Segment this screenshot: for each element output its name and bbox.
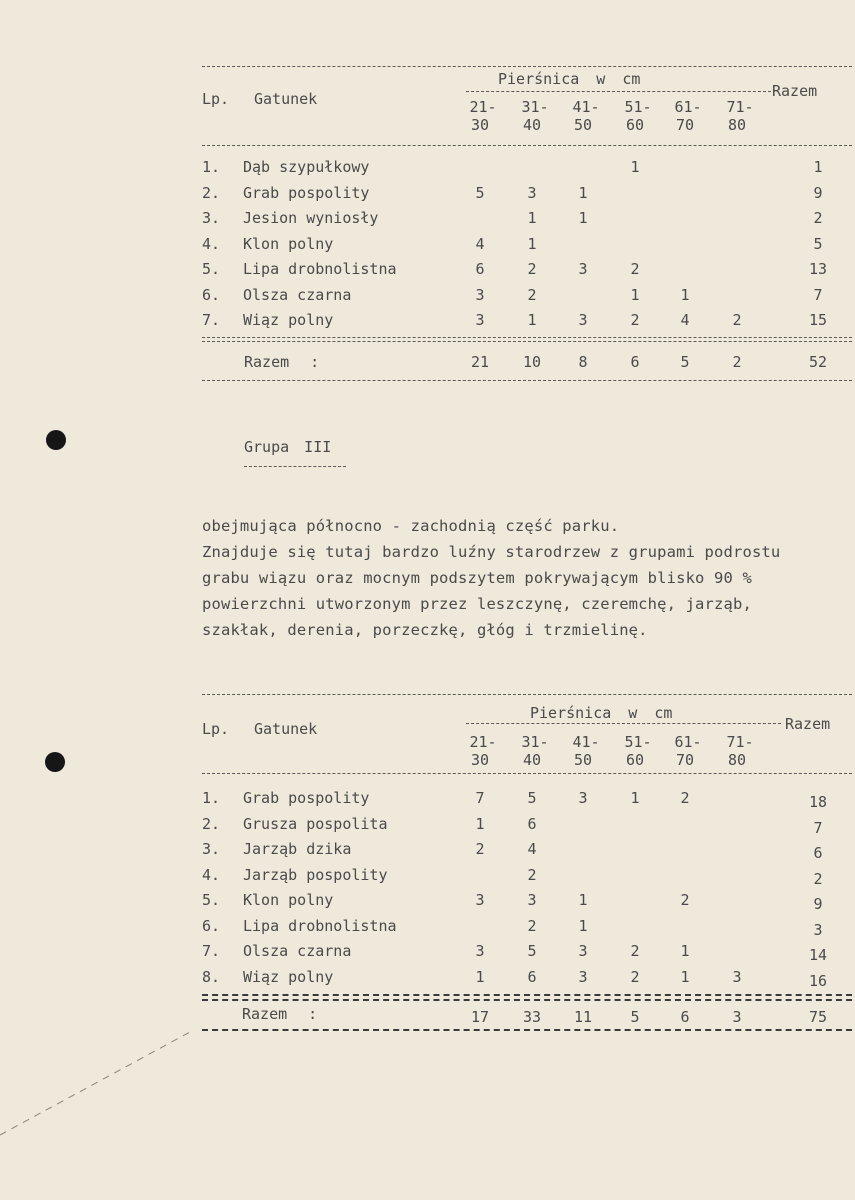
count-cell: 1 [680, 942, 690, 960]
row-total: 14 [808, 946, 828, 964]
range-label-top: 21- [469, 98, 497, 116]
row-total: 18 [808, 793, 828, 811]
grand-total: 75 [808, 1008, 828, 1026]
count-cell: 3 [578, 311, 588, 329]
count-cell: 3 [578, 967, 588, 986]
range-label-bottom: 50 [573, 751, 593, 769]
column-sum: 6 [630, 353, 640, 371]
count-cell: 3 [527, 891, 537, 909]
table-rule [202, 380, 852, 381]
table-rule [202, 999, 852, 1001]
row-total: 5 [813, 234, 823, 253]
species-name: Lipa drobnolistna [243, 916, 397, 935]
range-label-bottom: 30 [470, 751, 490, 769]
range-label-top: 71- [726, 98, 754, 116]
range-label-top: 21- [469, 733, 497, 751]
sum-label: Razem : [244, 353, 320, 371]
range-label-top: 31- [521, 98, 549, 116]
species-name: Grab pospolity [243, 789, 370, 807]
species-name: Jesion wyniosły [243, 209, 379, 227]
count-cell: 2 [732, 311, 742, 329]
count-cell: 2 [680, 891, 690, 909]
count-cell: 1 [630, 285, 640, 304]
count-cell: 2 [630, 260, 640, 278]
row-number: 2. [202, 183, 221, 202]
row-number: 6. [202, 285, 221, 304]
column-sum: 10 [522, 353, 542, 371]
species-name: Klon polny [243, 891, 334, 909]
range-label-top: 61- [674, 98, 702, 116]
paragraph-line: szakłak, derenia, porzeczkę, głóg i trzmielinę. [202, 621, 648, 639]
species-name: Klon polny [243, 234, 334, 253]
row-total: 6 [813, 844, 823, 862]
count-cell: 5 [475, 183, 485, 202]
column-sum: 21 [470, 353, 490, 371]
column-sum: 11 [573, 1008, 593, 1026]
range-label-top: 31- [521, 733, 549, 751]
species-name: Dąb szypułkowy [243, 158, 370, 176]
species-name: Jarząb pospolity [243, 865, 388, 884]
paragraph-line: obejmująca północno - zachodnią część parku. [202, 517, 620, 535]
count-cell: 1 [578, 183, 588, 202]
table-rule [202, 994, 852, 996]
column-sum: 6 [680, 1008, 690, 1026]
count-cell: 4 [680, 311, 690, 329]
section-title-underline [244, 466, 346, 467]
range-label-bottom: 80 [727, 116, 747, 134]
row-total: 3 [813, 920, 823, 939]
count-cell: 3 [578, 260, 588, 278]
table-rule [202, 773, 852, 774]
group-header-rule [466, 723, 781, 724]
table-rule [202, 694, 852, 695]
table-rule [202, 1029, 852, 1031]
row-number: 1. [202, 789, 221, 807]
count-cell: 4 [527, 840, 537, 858]
row-number: 3. [202, 209, 221, 227]
row-total: 13 [808, 260, 828, 278]
table-rule [202, 66, 852, 67]
column-sum: 5 [630, 1008, 640, 1026]
row-total: 7 [813, 285, 823, 304]
paragraph-line: Znajduje się tutaj bardzo luźny starodrzew z grupami podrostu [202, 543, 781, 561]
row-total: 2 [813, 209, 823, 227]
section-title: Grupa III [244, 438, 332, 456]
table-rule [202, 337, 852, 338]
range-label-bottom: 70 [675, 751, 695, 769]
column-sum: 2 [732, 353, 742, 371]
count-cell: 3 [732, 967, 742, 986]
count-cell: 2 [680, 789, 690, 807]
count-cell: 3 [475, 891, 485, 909]
row-number: 7. [202, 311, 221, 329]
species-name: Grab pospolity [243, 183, 370, 202]
diameter-group-header: Pierśnica w cm [498, 70, 641, 88]
row-total: 9 [813, 895, 823, 913]
range-label-top: 71- [726, 733, 754, 751]
species-name: Wiąz polny [243, 311, 334, 329]
row-number: 5. [202, 891, 221, 909]
row-total: 9 [813, 183, 823, 202]
lp-header: Lp. [202, 720, 230, 738]
count-cell: 1 [578, 916, 588, 935]
row-number: 3. [202, 840, 221, 858]
count-cell: 3 [578, 942, 588, 960]
row-number: 2. [202, 814, 221, 833]
column-sum: 3 [732, 1008, 742, 1026]
species-name: Wiąz polny [243, 967, 334, 986]
row-number: 7. [202, 942, 221, 960]
count-cell: 3 [527, 183, 537, 202]
row-total: 16 [808, 971, 828, 990]
count-cell: 5 [527, 942, 537, 960]
range-label-top: 41- [572, 733, 600, 751]
count-cell: 3 [578, 789, 588, 807]
table-rule [202, 145, 852, 146]
count-cell: 2 [630, 967, 640, 986]
species-name: Olsza czarna [243, 285, 352, 304]
range-label-bottom: 40 [522, 751, 542, 769]
row-number: 5. [202, 260, 221, 278]
species-name: Grusza pospolita [243, 814, 388, 833]
range-label-top: 51- [624, 98, 652, 116]
sum-label: Razem : [242, 1005, 318, 1023]
count-cell: 6 [527, 967, 537, 986]
range-label-bottom: 60 [625, 116, 645, 134]
count-cell: 1 [578, 891, 588, 909]
species-header: Gatunek [254, 90, 318, 108]
paragraph-line: grabu wiązu oraz mocnym podszytem pokrywającym blisko 90 % [202, 569, 752, 587]
row-number: 4. [202, 234, 221, 253]
range-label-top: 61- [674, 733, 702, 751]
range-label-bottom: 80 [727, 751, 747, 769]
species-name: Jarząb dzika [243, 840, 352, 858]
row-number: 8. [202, 967, 221, 986]
grand-total: 52 [808, 353, 828, 371]
count-cell: 1 [527, 311, 537, 329]
count-cell: 2 [527, 916, 537, 935]
count-cell: 1 [680, 967, 690, 986]
group-header-rule [466, 91, 771, 92]
row-total: 1 [813, 158, 823, 176]
lp-header: Lp. [202, 90, 230, 108]
count-cell: 2 [527, 285, 537, 304]
row-total: 7 [813, 818, 823, 837]
column-sum: 5 [680, 353, 690, 371]
diameter-group-header: Pierśnica w cm [530, 704, 673, 722]
count-cell: 1 [527, 234, 537, 253]
count-cell: 2 [630, 942, 640, 960]
count-cell: 1 [630, 158, 640, 176]
count-cell: 2 [630, 311, 640, 329]
range-label-bottom: 50 [573, 116, 593, 134]
range-label-bottom: 60 [625, 751, 645, 769]
count-cell: 1 [475, 967, 485, 986]
punch-hole-bottom [45, 752, 65, 772]
count-cell: 7 [475, 789, 485, 807]
row-number: 4. [202, 865, 221, 884]
species-header: Gatunek [254, 720, 318, 738]
count-cell: 6 [527, 814, 537, 833]
row-total: 15 [808, 311, 828, 329]
range-label-top: 41- [572, 98, 600, 116]
total-header: Razem [772, 82, 818, 100]
count-cell: 1 [630, 789, 640, 807]
row-total: 2 [813, 869, 823, 888]
count-cell: 1 [680, 285, 690, 304]
row-number: 1. [202, 158, 221, 176]
species-name: Lipa drobnolistna [243, 260, 397, 278]
count-cell: 2 [527, 865, 537, 884]
count-cell: 2 [475, 840, 485, 858]
count-cell: 3 [475, 942, 485, 960]
species-name: Olsza czarna [243, 942, 352, 960]
range-label-top: 51- [624, 733, 652, 751]
count-cell: 3 [475, 285, 485, 304]
punch-hole-top [46, 430, 66, 450]
paragraph-line: powierzchni utworzonym przez leszczynę, czeremchę, jarząb, [202, 595, 752, 613]
table-rule [202, 341, 852, 342]
count-cell: 1 [578, 209, 588, 227]
column-sum: 17 [470, 1008, 490, 1026]
count-cell: 3 [475, 311, 485, 329]
count-cell: 1 [527, 209, 537, 227]
total-header: Razem [785, 715, 831, 733]
range-label-bottom: 40 [522, 116, 542, 134]
count-cell: 1 [475, 814, 485, 833]
count-cell: 6 [475, 260, 485, 278]
row-number: 6. [202, 916, 221, 935]
column-sum: 8 [578, 353, 588, 371]
count-cell: 5 [527, 789, 537, 807]
range-label-bottom: 70 [675, 116, 695, 134]
count-cell: 2 [527, 260, 537, 278]
count-cell: 4 [475, 234, 485, 253]
column-sum: 33 [522, 1008, 542, 1026]
range-label-bottom: 30 [470, 116, 490, 134]
